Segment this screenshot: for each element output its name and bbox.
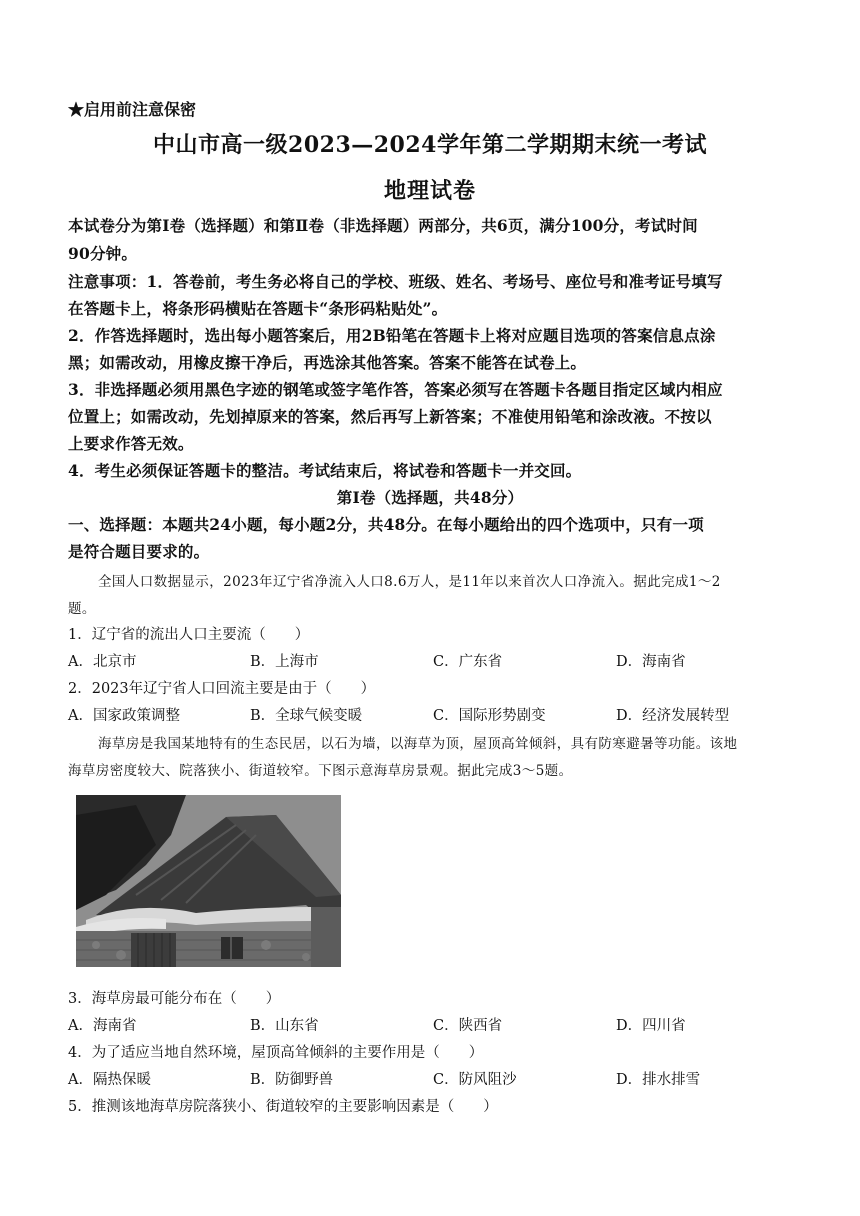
question-3-option-d: D．四川省	[616, 1018, 686, 1034]
question-3-stem: 3．海草房最可能分布在（ ）	[68, 991, 281, 1007]
intro-line-1: 本试卷分为第Ⅰ卷（选择题）和第Ⅱ卷（非选择题）两部分，共6页，满分100分，考试时间	[68, 216, 698, 235]
passage-1-line-1: 全国人口数据显示，2023年辽宁省净流入人口8.6万人，是11年以来首次人口净流入。据此完成1～2	[98, 574, 721, 590]
section-instruction: 一、选择题：本题共24小题，每小题2分，共48分。在每小题给出的四个选项中，只有一项	[68, 515, 704, 534]
question-2-option-c: C．国际形势剧变	[433, 708, 546, 724]
question-4-option-d: D．排水排雪	[616, 1072, 701, 1088]
note-line: 4．考生必须保证答题卡的整洁。考试结束后，将试卷和答题卡一并交回。	[68, 461, 582, 480]
intro-line-2: 90分钟。	[68, 244, 138, 263]
question-4-option-c: C．防风阻沙	[433, 1072, 517, 1088]
note-line: 上要求作答无效。	[68, 434, 194, 453]
question-1-option-d: D．海南省	[616, 654, 686, 670]
passage-2-line-2: 海草房密度较大、院落狭小、街道较窄。下图示意海草房景观。据此完成3～5题。	[68, 763, 573, 779]
secret-mark: ★启用前注意保密	[68, 100, 197, 119]
question-5-stem: 5．推测该地海草房院落狭小、街道较窄的主要影响因素是（ ）	[68, 1099, 498, 1115]
passage-1-line-2: 题。	[68, 601, 96, 617]
note-line: 2．作答选择题时，选出每小题答案后，用2B铅笔在答题卡上将对应题目选项的答案信息点涂	[68, 326, 716, 345]
question-2-option-a: A．国家政策调整	[68, 708, 180, 724]
note-line: 3．非选择题必须用黑色字迹的钢笔或签字笔作答，答案必须写在答题卡各题目指定区域内相应	[68, 380, 723, 399]
passage-2-line-1: 海草房是我国某地特有的生态民居，以石为墙，以海草为顶，屋顶高耸倾斜，具有防寒避暑等功能。该地	[98, 736, 738, 752]
note-line: 位置上；如需改动，先划掉原来的答案，然后再写上新答案；不准使用铅笔和涂改液。不按以	[68, 407, 712, 426]
question-4-stem: 4．为了适应当地自然环境，屋顶高耸倾斜的主要作用是（ ）	[68, 1045, 484, 1061]
section-instruction: 是符合题目要求的。	[68, 542, 210, 561]
question-3-option-a: A．海南省	[68, 1018, 137, 1034]
question-3-option-c: C．陕西省	[433, 1018, 503, 1034]
exam-subtitle: 地理试卷	[383, 178, 476, 204]
question-2-option-b: B．全球气候变暖	[250, 708, 363, 724]
note-line: 在答题卡上，将条形码横贴在答题卡“条形码粘贴处”。	[68, 299, 448, 318]
question-1-option-b: B．上海市	[250, 654, 319, 670]
note-line: 黑；如需改动，用橡皮擦干净后，再选涂其他答案。答案不能答在试卷上。	[68, 353, 587, 372]
question-1-option-c: C．广东省	[433, 654, 503, 670]
section-title: 第Ⅰ卷（选择题，共48分）	[336, 488, 524, 507]
exam-title: 中山市高一级2023—2024学年第二学期期末统一考试	[153, 132, 707, 158]
question-2-option-d: D．经济发展转型	[616, 708, 730, 724]
question-1-option-a: A．北京市	[68, 654, 137, 670]
note-line: 注意事项：1．答卷前，考生务必将自己的学校、班级、姓名、考场号、座位号和准考证号填写	[68, 272, 723, 291]
seaweed-house-photo	[76, 795, 341, 967]
question-2-stem: 2．2023年辽宁省人口回流主要是由于（ ）	[68, 681, 376, 697]
question-3-option-b: B．山东省	[250, 1018, 319, 1034]
question-1-stem: 1．辽宁省的流出人口主要流（ ）	[68, 627, 310, 643]
question-4-option-a: A．隔热保暖	[68, 1072, 151, 1088]
question-4-option-b: B．防御野兽	[250, 1072, 334, 1088]
